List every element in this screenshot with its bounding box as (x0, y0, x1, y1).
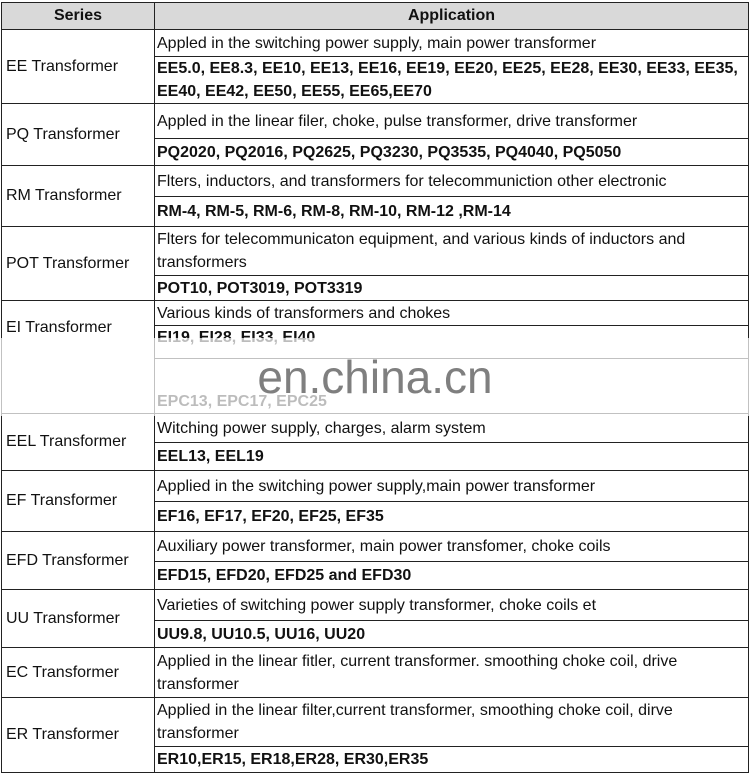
models-cell: RM-4, RM-5, RM-6, RM-8, RM-10, RM-12 ,RM-14 (155, 197, 749, 227)
table-row (2, 227, 749, 276)
application-cell: Auxiliary power transformer, main power transfomer, choke coils (155, 532, 749, 562)
table-row (2, 698, 749, 747)
series-cell: POT Transformer (2, 227, 155, 301)
application-cell: Flters, inductors, and transformers for telecommuniction other electronic (155, 166, 749, 197)
series-cell: PQ Transformer (2, 104, 155, 166)
application-cell: Applied in the switching power supply,main power transformer (155, 471, 749, 502)
table-row (2, 471, 749, 502)
table-row (2, 30, 749, 57)
application-cell: Varieties of switching power supply transformer, choke coils et (155, 590, 749, 621)
models-cell: ER10,ER15, ER18,ER28, ER30,ER35 (155, 747, 749, 773)
table-row (2, 590, 749, 621)
series-cell: EF Transformer (2, 471, 155, 532)
models-cell: UU9.8, UU10.5, UU16, UU20 (155, 621, 749, 648)
models-cell: PQ2020, PQ2016, PQ2625, PQ3230, PQ3535, PQ4040, PQ5050 (155, 139, 749, 166)
table-row (2, 104, 749, 139)
series-cell: EC Transformer (2, 648, 155, 698)
series-cell: EFD Transformer (2, 532, 155, 590)
series-cell: EE Transformer (2, 30, 155, 104)
application-cell: Appled in the switching power supply, main power transformer (155, 30, 749, 57)
series-cell: UU Transformer (2, 590, 155, 648)
application-header: Application (155, 3, 749, 30)
series-header: Series (2, 3, 155, 30)
application-cell: Witching power supply, charges, alarm system (155, 414, 749, 443)
models-cell: POT10, POT3019, POT3319 (155, 276, 749, 301)
application-cell: Various kinds of transformers and chokes (155, 301, 749, 326)
application-cell: Applied in the linear fitler, current transformer. smoothing choke coil, drive transformer (155, 648, 749, 698)
watermark-overlay (0, 338, 750, 416)
table-row (2, 414, 749, 443)
header-row (2, 3, 749, 30)
series-cell: ER Transformer (2, 698, 155, 773)
table-row (2, 648, 749, 698)
series-cell: EI Transformer (2, 301, 155, 414)
models-cell: EEL13, EEL19 (155, 443, 749, 471)
application-cell: Applied in the linear filter,current transformer, smoothing choke coil, dirve transformer (155, 698, 749, 747)
table-row (2, 166, 749, 197)
series-cell: EEL Transformer (2, 414, 155, 471)
series-cell: RM Transformer (2, 166, 155, 227)
application-cell: Appled in the linear filer, choke, pulse transformer, drive transformer (155, 104, 749, 139)
watermark-text: en.china.cn (257, 351, 493, 403)
models-cell: EE5.0, EE8.3, EE10, EE13, EE16, EE19, EE20, EE25, EE28, EE30, EE33, EE35, EE40, EE42, EE50, EE55, EE65,EE70 (155, 57, 749, 104)
models-cell: EF16, EF17, EF20, EF25, EF35 (155, 502, 749, 532)
application-cell: Flters for telecommunicaton equipment, and various kinds of inductors and transformers (155, 227, 749, 276)
models-cell: EFD15, EFD20, EFD25 and EFD30 (155, 562, 749, 590)
table-row (2, 532, 749, 562)
table-row (2, 301, 749, 326)
